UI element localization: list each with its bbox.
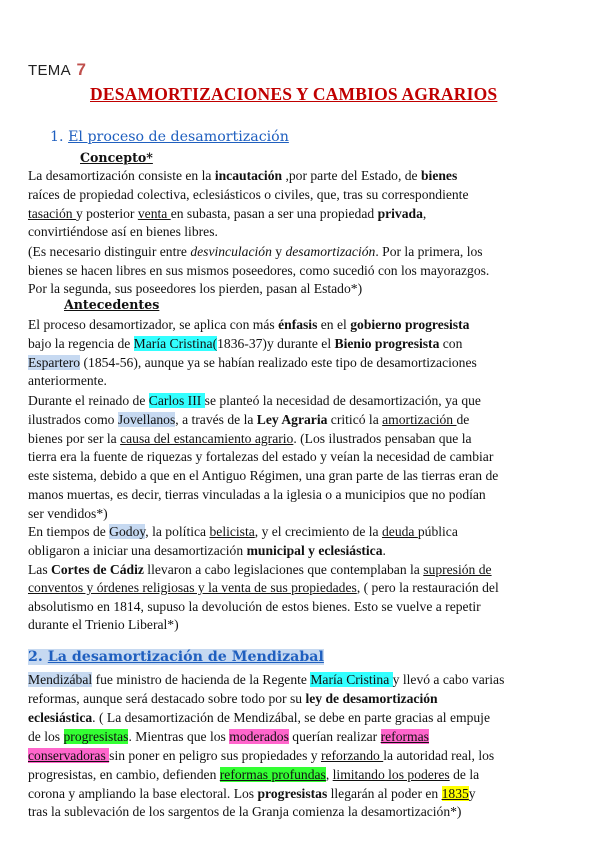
antecedentes-line-8: tierra era la fuente de riquezas y fortalezas del estado y veían la necesidad de cambiar <box>28 449 494 464</box>
antecedentes-line-4: anteriormente. <box>28 373 107 388</box>
concepto-line-6: bienes se hacen libres en sus mismos poseedores, como sucedió con los mayorazgos. <box>28 263 490 278</box>
antecedentes-line-10: manos muertas, es decir, tierras vinculadas a la iglesia o a municipios que no podían <box>28 487 486 502</box>
concepto-heading: Concepto* <box>80 150 153 165</box>
antecedentes-line-15: conventos y órdenes religiosas y la venta de sus propiedades, ( pero la restauración del <box>28 580 499 595</box>
antecedentes-line-3: Espartero (1854-56), aunque ya se habían realizado este tipo de desamortizaciones <box>28 355 477 370</box>
antecedentes-line-2: bajo la regencia de María Cristina(1836-37)y durante el Bienio progresista con <box>28 336 463 351</box>
concepto-line-1: La desamortización consiste en la incautación ,por parte del Estado, de bienes <box>28 168 458 183</box>
mendizabal-line-8: tras la sublevación de los sargentos de la Granja comienza la desamortización*) <box>28 804 462 819</box>
tema-label: TEMA 7 <box>28 60 87 79</box>
mendizabal-line-7: corona y ampliando la base electoral. Los progresistas llegarán al poder en 1835y <box>28 786 476 801</box>
mendizabal-line-6: progresistas, en cambio, defienden reformas profundas, limitando los poderes de la <box>28 767 480 782</box>
antecedentes-heading: Antecedentes <box>64 297 160 312</box>
concepto-line-3: tasación y posterior venta en subasta, pasan a ser una propiedad privada, <box>28 206 427 221</box>
mendizabal-line-4: de los progresistas. Mientras que los moderados querían realizar reformas <box>28 729 429 744</box>
antecedentes-line-12: En tiempos de Godoy, la política belicista, y el crecimiento de la deuda pública <box>28 524 458 539</box>
section-1-heading: 1. El proceso de desamortización <box>50 129 289 145</box>
mendizabal-line-1: Mendizábal fue ministro de hacienda de la Regente María Cristina y llevó a cabo varias <box>28 672 505 687</box>
antecedentes-line-9: este sistema, debido a que en el Antiguo Régimen, una gran parte de las tierras eran de <box>28 468 499 483</box>
mendizabal-line-3: eclesiástica. ( La desamortización de Mendizábal, se debe en parte gracias al empuje <box>28 710 490 725</box>
concepto-line-5: (Es necesario distinguir entre desvinculación y desamortización. Por la primera, los <box>28 244 483 259</box>
section-2-heading: 2. La desamortización de Mendizabal <box>28 649 324 665</box>
antecedentes-line-16: absolutismo en 1814, supuso la devolución de estos bienes. Esto se vuelve a repetir <box>28 599 481 614</box>
antecedentes-line-1: El proceso desamortizador, se aplica con más énfasis en el gobierno progresista <box>28 317 470 332</box>
concepto-line-2: raíces de propiedad colectiva, eclesiásticos o civiles, que, tras su correspondiente <box>28 187 469 202</box>
antecedentes-line-6: ilustrados como Jovellanos, a través de la Ley Agraria criticó la amortización de <box>28 412 470 427</box>
antecedentes-line-11: ser vendidos*) <box>28 506 108 521</box>
antecedentes-line-5: Durante el reinado de Carlos III se planteó la necesidad de desamortización, ya que <box>28 393 481 408</box>
concepto-line-4: convirtiéndose así en bienes libres. <box>28 224 218 239</box>
tema-number: 7 <box>76 60 87 79</box>
antecedentes-line-17: durante el Trienio Liberal*) <box>28 617 179 632</box>
antecedentes-line-14: Las Cortes de Cádiz llevaron a cabo legislaciones que contemplaban la supresión de <box>28 562 492 577</box>
page-title: DESAMORTIZACIONES Y CAMBIOS AGRARIOS <box>90 84 498 104</box>
concepto-line-7: Por la segunda, sus poseedores los pierden, pasan al Estado*) <box>28 281 363 296</box>
antecedentes-line-7: bienes por ser la causa del estancamiento agrario. (Los ilustrados pensaban que la <box>28 431 472 446</box>
mendizabal-line-2: reformas, aunque será destacado sobre todo por su ley de desamortización <box>28 691 438 706</box>
mendizabal-line-5: conservadoras sin poner en peligro sus propiedades y reforzando la autoridad real, los <box>28 748 495 763</box>
antecedentes-line-13: obligaron a iniciar una desamortización municipal y eclesiástica. <box>28 543 386 558</box>
